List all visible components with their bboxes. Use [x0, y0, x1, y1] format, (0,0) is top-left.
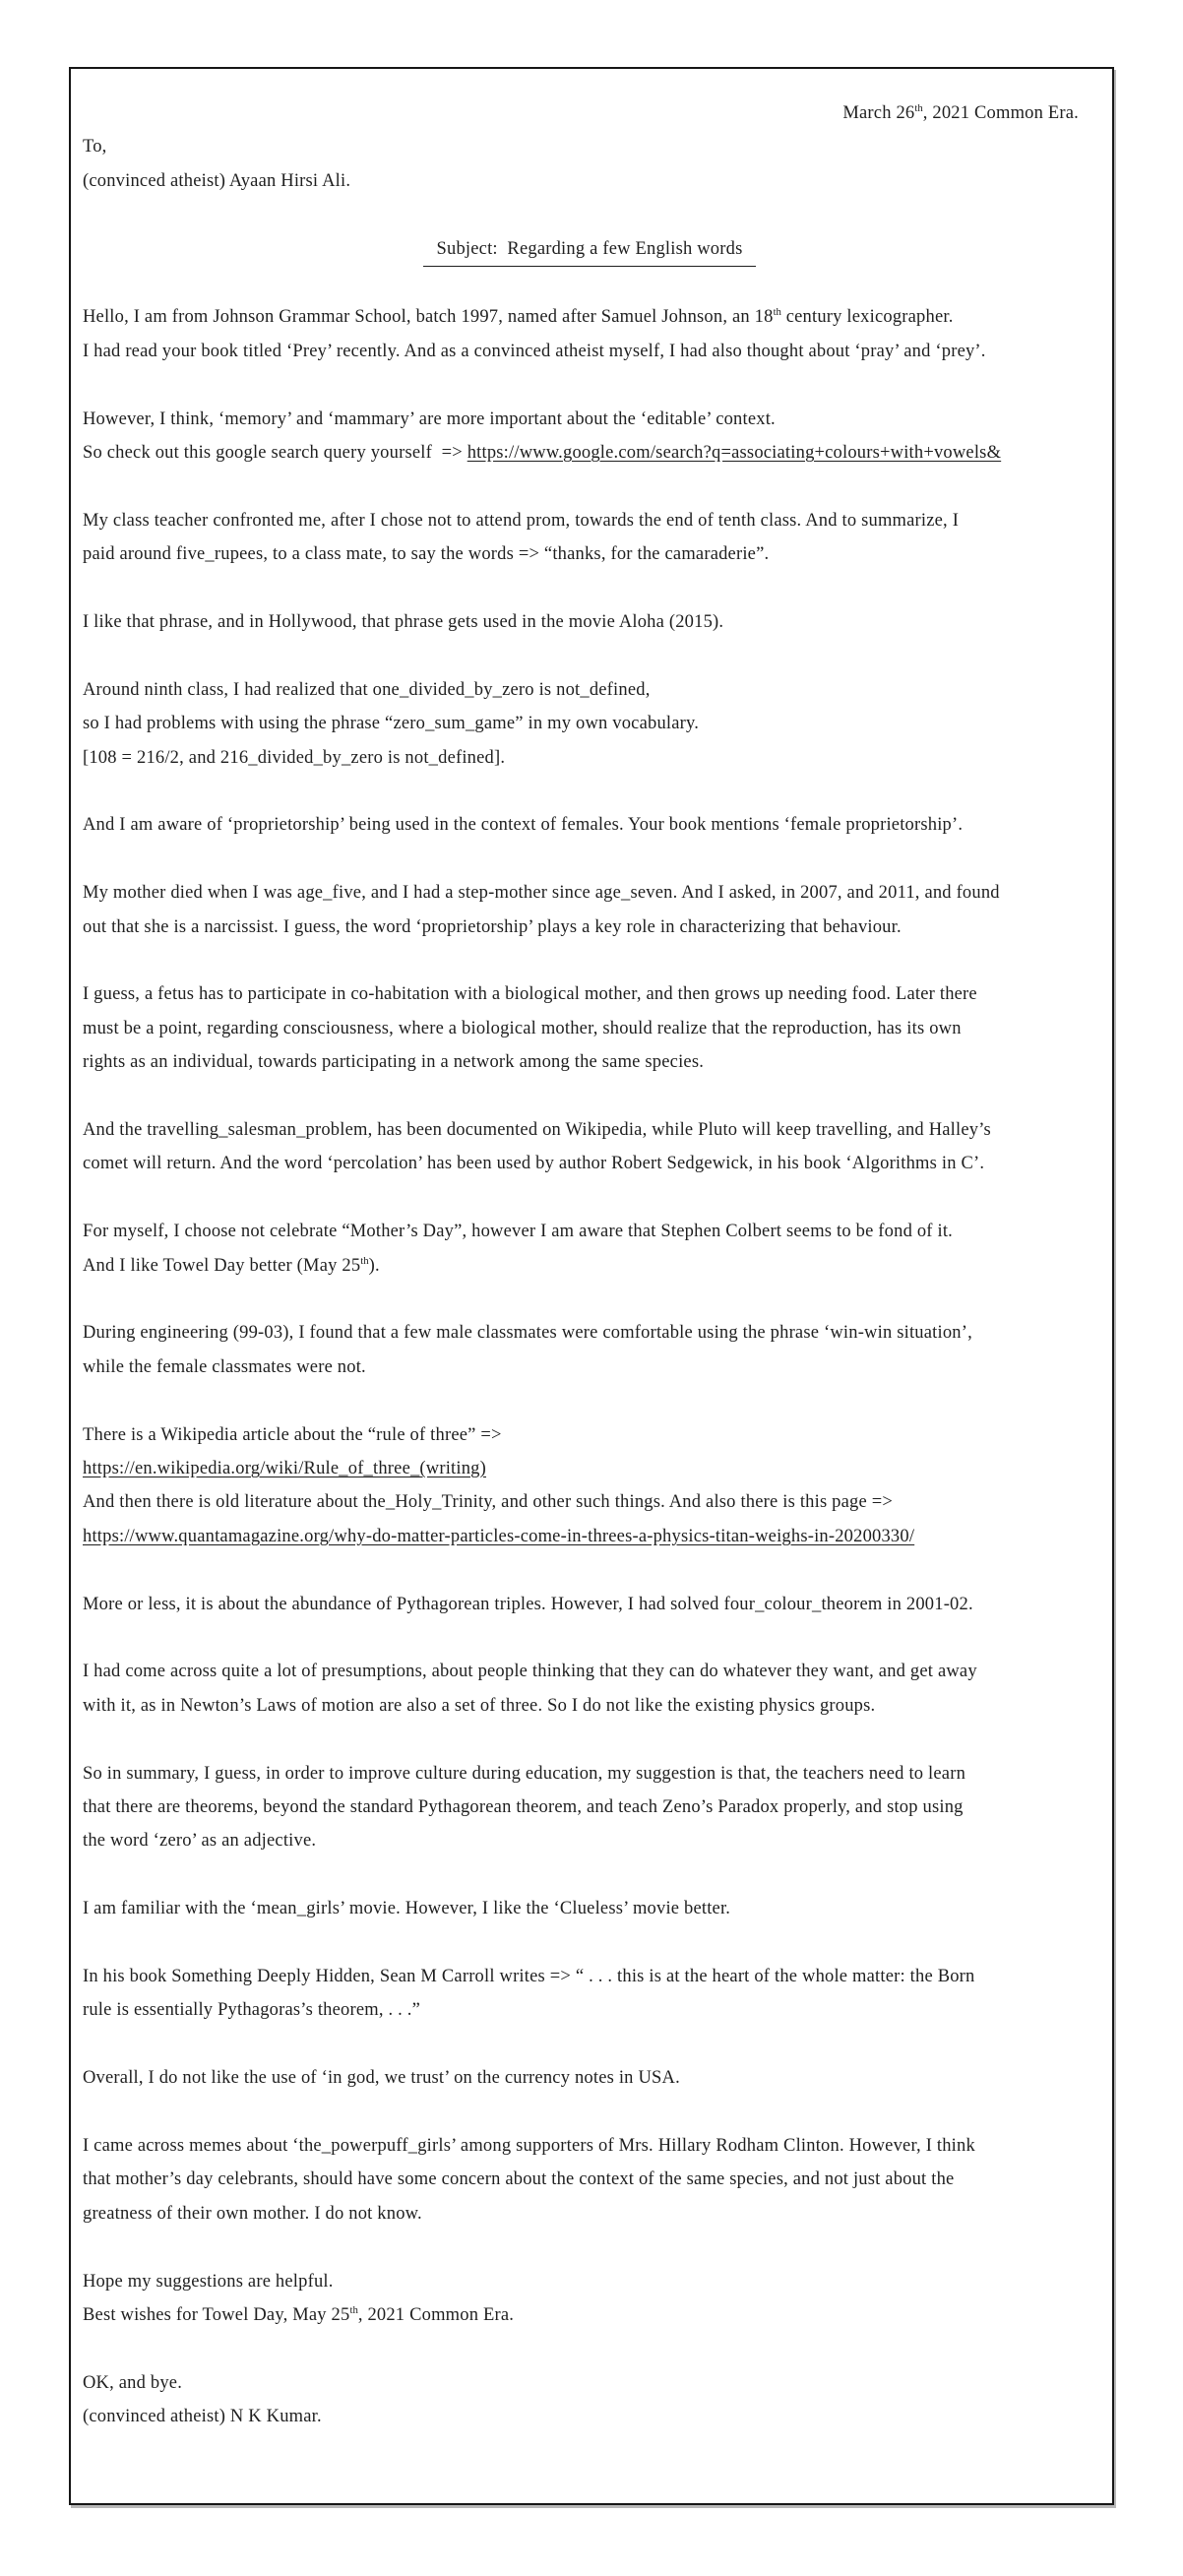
paragraph — [83, 1316, 1096, 1384]
letter-body — [83, 300, 1096, 2433]
text-line — [83, 335, 1096, 368]
text-run: More or less, it is about the abundance of Pythagorean triples. However, I had solved four_colour_theorem in 2001-02. — [83, 1594, 973, 1614]
hyperlink[interactable]: https://www.quantamagazine.org/why-do-matter-particles-come-in-threes-a-physics-titan-weighs-in-20200330/ — [83, 1526, 915, 1546]
text-line — [83, 504, 1096, 537]
text-run: I am familiar with the ‘mean_girls’ movie. However, I like the ‘Clueless’ movie better. — [83, 1899, 731, 1919]
text-run: Around ninth class, I had realized that one_divided_by_zero is not_defined, — [83, 679, 651, 700]
ordinal-suffix: th — [773, 306, 781, 319]
text-run: that mother’s day celebrants, should have some concern about the context of the same species, and not just about the — [83, 2169, 955, 2190]
text-line — [83, 1960, 1096, 1993]
text-run: However, I think, ‘memory’ and ‘mammary’ are more important about the ‘editable’ context. — [83, 408, 776, 429]
letter-page — [69, 67, 1114, 2505]
text-line — [83, 2197, 1096, 2230]
text-run: , 2021 Common Era. — [357, 2305, 515, 2326]
text-run: (convinced atheist) N K Kumar. — [83, 2407, 322, 2427]
text-line — [83, 1351, 1096, 1384]
text-run: For myself, I choose not celebrate “Mother’s Day”, however I am aware that Stephen Colbert seems to be fond of it. — [83, 1222, 953, 1242]
text-line — [83, 707, 1096, 740]
text-run: while the female classmates were not. — [83, 1356, 366, 1377]
text-run: I came across memes about ‘the_powerpuff_girls’ among supporters of Mrs. Hillary Rodham Clinton. However, I think — [83, 2136, 975, 2157]
paragraph — [83, 504, 1096, 572]
paragraph — [83, 1215, 1096, 1283]
text-run: So in summary, I guess, in order to improve culture during education, my suggestion is that, the teachers need to learn — [83, 1763, 966, 1784]
text-run: so I had problems with using the phrase “zero_sum_game” in my own vocabulary. — [83, 714, 700, 734]
text-line — [83, 403, 1096, 436]
text-line — [83, 808, 1096, 842]
text-line — [83, 977, 1096, 1011]
text-run: So check out this google search query yourself => — [83, 443, 467, 464]
paragraph — [83, 1960, 1096, 2028]
text-line — [83, 1689, 1096, 1723]
text-line — [83, 876, 1096, 910]
text-run: rule is essentially Pythagoras’s theorem, . . .” — [83, 2000, 421, 2021]
paragraph — [83, 2265, 1096, 2333]
paragraph — [83, 876, 1096, 944]
text-run: And I am aware of ‘proprietorship’ being used in the context of females. Your book mentions ‘female proprietorship’. — [83, 815, 964, 836]
paragraph — [83, 1892, 1096, 1925]
text-line — [83, 1113, 1096, 1147]
text-line — [83, 2400, 1096, 2433]
text-run: I had come across quite a lot of presumptions, about people thinking that they can do whatever they want, and get away — [83, 1662, 977, 1682]
text-run: [108 = 216/2, and 216_divided_by_zero is not_defined]. — [83, 747, 506, 768]
paragraph — [83, 977, 1096, 1079]
text-run: comet will return. And the word ‘percolation’ has been used by author Robert Sedgewick, in his book ‘Algorithms in C’. — [83, 1154, 985, 1174]
text-run: During engineering (99-03), I found that a few male classmates were comfortable using the phrase ‘win-win situation’, — [83, 1323, 972, 1344]
text-line — [83, 1147, 1096, 1180]
text-line — [83, 1892, 1096, 1925]
text-line — [83, 1791, 1096, 1824]
text-line — [83, 1588, 1096, 1621]
text-run: My class teacher confronted me, after I chose not to attend prom, towards the end of tenth class. And to summarize, I — [83, 510, 960, 531]
text-run: Overall, I do not like the use of ‘in god, we trust’ on the currency notes in USA. — [83, 2068, 680, 2089]
text-run: And I like Towel Day better (May 25 — [83, 1255, 361, 1276]
text-line — [83, 1757, 1096, 1791]
text-line — [83, 2129, 1096, 2163]
date-line — [83, 96, 1096, 130]
text-run: ). — [368, 1255, 380, 1276]
to-line: To, — [83, 137, 107, 157]
text-run: out that she is a narcissist. I guess, the word ‘proprietorship’ plays a key role in characterizing that behaviour. — [83, 916, 902, 937]
text-line — [83, 300, 1096, 334]
text-run: Hope my suggestions are helpful. — [83, 2271, 334, 2292]
paragraph — [83, 673, 1096, 775]
recipient-line: (convinced atheist) Ayaan Hirsi Ali. — [83, 170, 351, 191]
text-run: I had read your book titled ‘Prey’ recently. And as a convinced atheist myself, I had also thought about ‘pray’ and ‘prey’. — [83, 341, 986, 361]
text-run: greatness of their own mother. I do not know. — [83, 2203, 422, 2224]
text-run: I like that phrase, and in Hollywood, that phrase gets used in the movie Aloha (2015). — [83, 612, 724, 633]
text-run: Best wishes for Towel Day, May 25 — [83, 2305, 350, 2326]
text-line — [83, 1012, 1096, 1045]
subject-line — [83, 232, 1096, 267]
hyperlink[interactable]: https://en.wikipedia.org/wiki/Rule_of_three_(writing) — [83, 1459, 486, 1479]
text-run: OK, and bye. — [83, 2372, 183, 2393]
text-run: with it, as in Newton’s Laws of motion are also a set of three. So I do not like the existing physics groups. — [83, 1695, 876, 1716]
paragraph — [83, 808, 1096, 842]
text-line — [83, 1655, 1096, 1688]
text-line — [83, 1249, 1096, 1283]
text-run: And the travelling_salesman_problem, has been documented on Wikipedia, while Pluto will keep travelling, and Halley’s — [83, 1120, 991, 1141]
text-run: There is a Wikipedia article about the “rule of three” => — [83, 1424, 502, 1445]
paragraph — [83, 2366, 1096, 2434]
subject-text: Subject: Regarding a few English words — [423, 232, 757, 267]
text-line — [83, 1520, 1096, 1553]
paragraph — [83, 605, 1096, 639]
paragraph — [83, 300, 1096, 368]
paragraph — [83, 1418, 1096, 1554]
text-line — [83, 436, 1096, 470]
text-run: must be a point, regarding consciousness, where a biological mother, should realize that the reproduction, has its own — [83, 1018, 962, 1038]
text-run: My mother died when I was age_five, and I had a step-mother since age_seven. And I asked, in 2007, and 2011, and found — [83, 883, 1000, 904]
text-line — [83, 2298, 1096, 2332]
text-run: March 26 — [842, 103, 915, 123]
text-run: that there are theorems, beyond the standard Pythagorean theorem, and teach Zeno’s Paradox properly, and stop using — [83, 1797, 964, 1818]
hyperlink[interactable]: https://www.google.com/search?q=associating+colours+with+vowels& — [467, 443, 1002, 464]
text-line — [83, 2061, 1096, 2095]
paragraph — [83, 2061, 1096, 2095]
text-line — [83, 741, 1096, 775]
text-line — [83, 1824, 1096, 1857]
text-line — [83, 1045, 1096, 1079]
text-line — [83, 2265, 1096, 2298]
paragraph — [83, 1655, 1096, 1723]
text-run: In his book Something Deeply Hidden, Sean M Carroll writes => “ . . . this is at the heart of the whole matter: the Born — [83, 1967, 975, 1987]
text-line — [83, 1485, 1096, 1519]
paragraph — [83, 1588, 1096, 1621]
text-run: century lexicographer. — [780, 307, 954, 328]
ordinal-suffix: th — [360, 1254, 369, 1267]
text-run: And then there is old literature about the_Holy_Trinity, and other such things. And also there is this page => — [83, 1492, 893, 1513]
text-line — [83, 2163, 1096, 2196]
text-line — [83, 537, 1096, 571]
text-line — [83, 2366, 1096, 2400]
paragraph — [83, 403, 1096, 471]
text-line — [83, 1316, 1096, 1350]
text-line — [83, 1418, 1096, 1452]
text-line — [83, 1993, 1096, 2027]
ordinal-suffix: th — [914, 101, 923, 114]
text-run: the word ‘zero’ as an adjective. — [83, 1831, 317, 1852]
text-line — [83, 1452, 1096, 1485]
text-run: , 2021 Common Era. — [922, 103, 1079, 123]
paragraph — [83, 2129, 1096, 2230]
text-run: I guess, a fetus has to participate in co-habitation with a biological mother, and then grows up needing food. Later there — [83, 984, 977, 1005]
text-run: paid around five_rupees, to a class mate, to say the words => “thanks, for the camaraderie”. — [83, 544, 770, 565]
ordinal-suffix: th — [349, 2303, 358, 2316]
text-line — [83, 1215, 1096, 1248]
text-run: Hello, I am from Johnson Grammar School, batch 1997, named after Samuel Johnson, an 18 — [83, 307, 774, 328]
paragraph — [83, 1757, 1096, 1858]
text-line — [83, 673, 1096, 707]
paragraph — [83, 1113, 1096, 1181]
text-line — [83, 911, 1096, 944]
text-run: rights as an individual, towards participating in a network among the same species. — [83, 1052, 705, 1073]
text-line — [83, 605, 1096, 639]
